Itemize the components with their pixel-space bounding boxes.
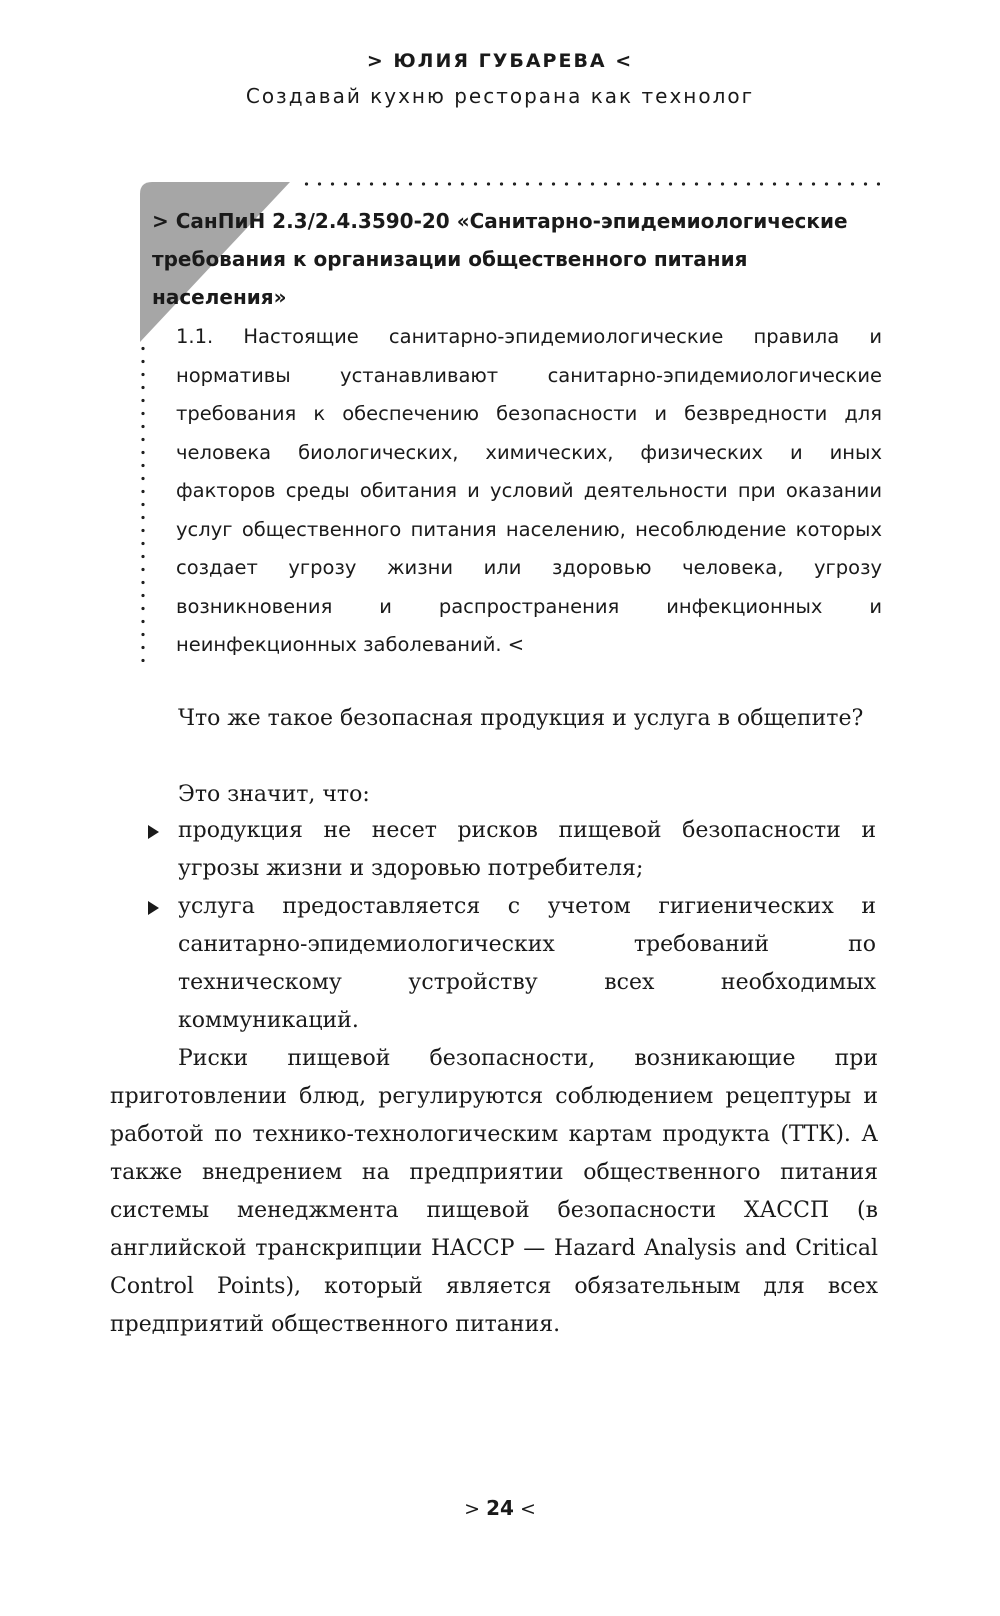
book-subtitle: Создавай кухню ресторана как технолог (245, 84, 755, 108)
page-number-left-marker: > (464, 1498, 481, 1520)
triangle-bullet-icon (148, 825, 159, 839)
bullet-text: услуга предоставляется с учетом гигиенических и санитарно-эпидемиологических требований по техническому устройству всех необходимых коммуникаций. (178, 894, 876, 1033)
sanpin-callout (140, 182, 880, 682)
intro-text: Это значит, что: (178, 782, 370, 807)
page-number-right-marker: < (519, 1498, 536, 1520)
question-text: Что же такое безопасная продукция и услуга в общепите? (178, 706, 864, 731)
page-number (0, 1496, 1000, 1520)
bullet-text: продукция не несет рисков пищевой безопасности и угрозы жизни и здоровью потребителя; (178, 818, 876, 881)
bullet-list (178, 812, 876, 1040)
list-item (178, 812, 876, 888)
page-number-value: 24 (486, 1496, 514, 1520)
callout-title: > СанПиН 2.3/2.4.3590-20 «Санитарно-эпидемиологические требования к организации общественного питания населения» (152, 209, 848, 309)
author-name: > ЮЛИЯ ГУБАРЕВА < (366, 50, 634, 72)
callout-left-dotted-border (141, 342, 145, 662)
page-header (0, 50, 1000, 108)
callout-top-dotted-border (300, 182, 880, 186)
callout-body: 1.1. Настоящие санитарно-эпидемиологические правила и нормативы устанавливают санитарно-эпидемиологические требования к обеспечению безопасности и безвредности для человека биологических, химических, физических и иных факторов среды обитания и условий деятельности при оказании услуг общественного питания населению, несоблюдение которых создает угрозу жизни или здоровью человека, угрозу возникновения и распространения инфекционных и неинфекционных заболеваний. < (176, 325, 882, 656)
list-item (178, 888, 876, 1040)
body-paragraph: Риски пищевой безопасности, возникающие при приготовлении блюд, регулируются соблюдением рецептуры и работой по технико-технологическим картам продукта (ТТК). А также внедрением на предприятии общественного питания системы менеджмента пищевой безопасности ХАССП (в английской транскрипции HACCP — Hazard Analysis and Critical Control Points), который является обязательным для всех предприятий общественного питания. (110, 1046, 878, 1337)
triangle-bullet-icon (148, 901, 159, 915)
